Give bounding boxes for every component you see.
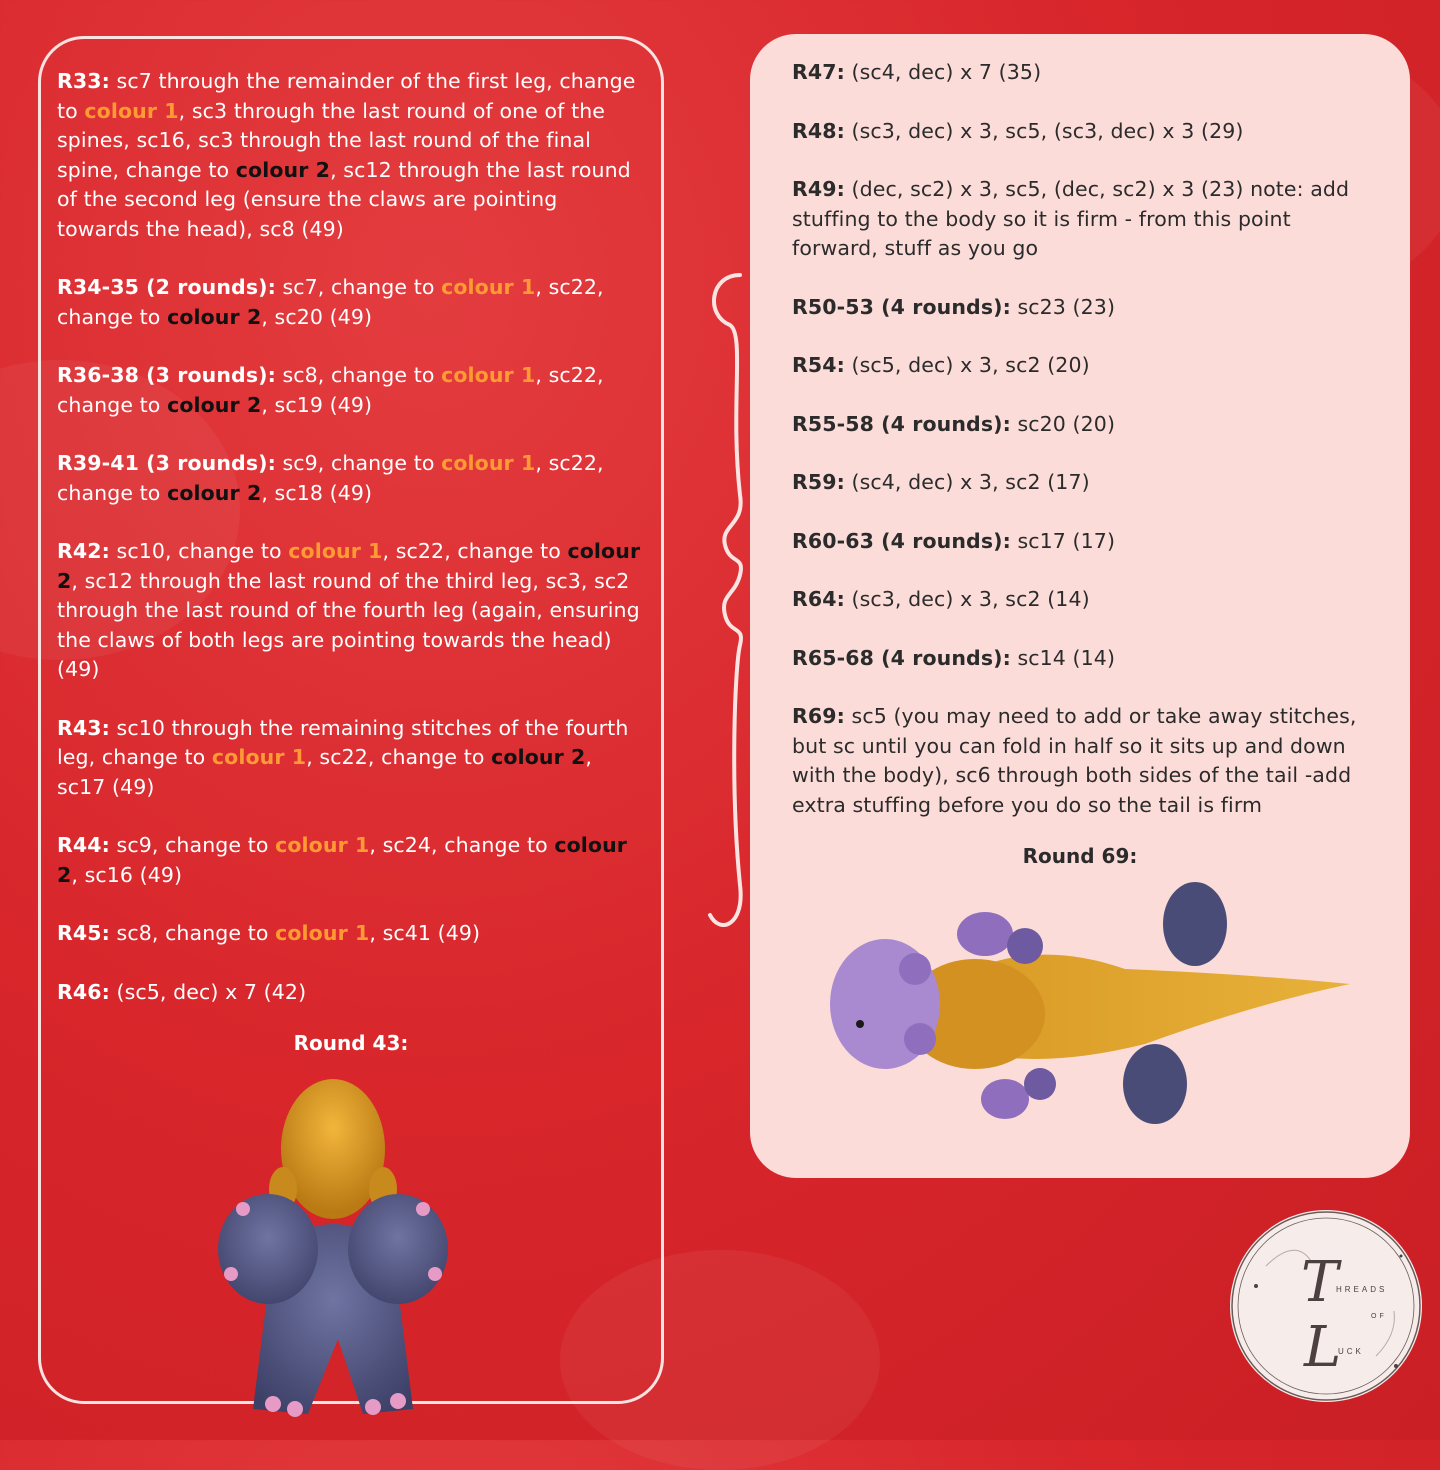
step-text: , sc22, change to — [57, 451, 604, 505]
logo-letter-l: L — [1304, 1315, 1342, 1380]
colour-1-highlight: colour 1 — [441, 363, 536, 387]
pattern-step — [57, 714, 645, 803]
decorative-swirl-divider — [700, 265, 750, 945]
round-label: R69: — [792, 704, 845, 728]
round-label: R36-38 (3 rounds): — [57, 363, 276, 387]
round-label: R42: — [57, 539, 110, 563]
pattern-step — [57, 67, 645, 244]
round-label: R60-63 (4 rounds): — [792, 528, 1011, 553]
round-label: R39-41 (3 rounds): — [57, 451, 276, 475]
step-text: , sc22, change to — [306, 745, 492, 769]
step-text: (sc3, dec) x 3, sc2 (14) — [844, 587, 1090, 611]
round-label: R44: — [57, 833, 110, 857]
round-label: R65-68 (4 rounds): — [792, 645, 1011, 670]
pattern-step — [57, 449, 645, 508]
colour-1-highlight: colour 1 — [275, 833, 370, 857]
pattern-step — [57, 919, 645, 949]
colour-2-highlight: colour 2 — [167, 392, 262, 417]
right-steps-list — [792, 58, 1380, 820]
step-text: , sc16 (49) — [71, 862, 183, 887]
step-text: , sc12 through the last round of the third leg, sc3, sc2 through the last round of the fourth leg (again, ensuring the claws of both legs are pointing towards the head) (49) — [57, 568, 640, 681]
pattern-step — [792, 58, 1380, 88]
logo-letter-t: T — [1301, 1250, 1339, 1315]
round-label: R34-35 (2 rounds): — [57, 275, 276, 299]
step-text: sc14 (14) — [1010, 645, 1116, 670]
step-text: sc9, change to — [275, 451, 442, 475]
step-text: , sc17 (49) — [57, 745, 593, 799]
step-text: (sc4, dec) x 7 (35) — [844, 60, 1042, 84]
round-43-photo-title: Round 43: — [293, 1031, 409, 1055]
step-text: (dec, sc2) x 3, sc5, (dec, sc2) x 3 (23) note: add stuffing to the body so it is firm - from this point forward, stuff as you go — [792, 177, 1350, 260]
round-label: R46: — [57, 979, 110, 1004]
colour-1-highlight: colour 1 — [441, 451, 536, 475]
pattern-step — [57, 361, 645, 420]
round-label: R49: — [792, 177, 845, 201]
pattern-step — [792, 644, 1380, 674]
step-text: , sc3 through the last round of one of the spines, sc16, sc3 through the last round of the final spine, change to — [57, 98, 606, 182]
step-text: , sc20 (49) — [261, 304, 373, 329]
pattern-step — [792, 175, 1380, 264]
right-instructions-card — [750, 34, 1410, 1178]
step-text: sc8, change to — [109, 921, 276, 945]
pattern-step — [792, 468, 1380, 498]
round-label: R55-58 (4 rounds): — [792, 411, 1011, 436]
step-text: sc5 (you may need to add or take away stitches, but sc until you can fold in half so it sits up and down with the body), sc6 through both sides of the tail -add extra stuffing before you do so the tail is firm — [792, 704, 1357, 817]
round-69-photo — [825, 874, 1355, 1134]
round-label: R54: — [792, 353, 845, 377]
pattern-step — [792, 527, 1380, 557]
colour-1-highlight: colour 1 — [441, 275, 536, 299]
step-text: sc7 through the remainder of the first leg, change to — [57, 69, 636, 123]
pattern-step — [57, 978, 645, 1008]
step-text: sc9, change to — [109, 833, 276, 857]
pattern-step — [792, 702, 1380, 820]
round-label: R48: — [792, 118, 845, 143]
round-69-photo-title: Round 69: — [1022, 844, 1138, 868]
left-instructions-card — [38, 36, 664, 1404]
step-text: (sc5, dec) x 7 (42) — [109, 979, 307, 1004]
step-text: , sc18 (49) — [261, 480, 373, 505]
step-text: , sc19 (49) — [261, 392, 373, 417]
round-label: R43: — [57, 715, 110, 740]
pattern-step — [57, 273, 645, 332]
logo-word-luck: UCK — [1338, 1347, 1364, 1356]
colour-1-highlight: colour 1 — [211, 745, 307, 769]
logo-word-threads: HREADS — [1336, 1285, 1388, 1294]
pattern-step — [792, 293, 1380, 323]
pattern-step — [792, 117, 1380, 147]
left-steps-list — [57, 67, 645, 1007]
pattern-step — [792, 410, 1380, 440]
step-text: , sc41 (49) — [369, 921, 481, 945]
step-text: , sc22, change to — [382, 539, 568, 563]
round-label: R64: — [792, 587, 845, 611]
step-text: , sc24, change to — [369, 833, 555, 857]
round-label: R33: — [57, 69, 110, 93]
step-text: (sc3, dec) x 3, sc5, (sc3, dec) x 3 (29) — [844, 118, 1244, 143]
colour-1-highlight: colour 1 — [84, 98, 179, 123]
step-text: (sc5, dec) x 3, sc2 (20) — [844, 353, 1090, 377]
step-text: sc10, change to — [109, 539, 289, 563]
step-text: sc10 through the remaining stitches of the fourth leg, change to — [57, 715, 629, 769]
round-label: R47: — [792, 60, 845, 84]
threads-of-luck-logo — [1226, 1206, 1426, 1406]
step-text: , sc22, change to — [57, 363, 604, 417]
step-text: sc7, change to — [275, 275, 442, 299]
round-label: R50-53 (4 rounds): — [792, 294, 1011, 319]
colour-2-highlight: colour 2 — [57, 833, 628, 887]
logo-word-of: OF — [1371, 1313, 1387, 1320]
step-text: (sc4, dec) x 3, sc2 (17) — [844, 470, 1090, 494]
colour-1-highlight: colour 1 — [288, 539, 383, 563]
round-label: R59: — [792, 470, 845, 494]
colour-2-highlight: colour 2 — [235, 157, 331, 182]
colour-2-highlight: colour 2 — [57, 539, 641, 593]
step-text: , sc12 through the last round of the second leg (ensure the claws are pointing towards the head), sc8 (49) — [57, 157, 631, 241]
step-text: sc20 (20) — [1010, 411, 1116, 436]
round-43-photo — [213, 1069, 453, 1419]
pattern-step — [57, 831, 645, 890]
round-label: R45: — [57, 921, 110, 945]
colour-1-highlight: colour 1 — [275, 921, 370, 945]
step-text: sc17 (17) — [1010, 528, 1116, 553]
pattern-step — [792, 585, 1380, 615]
colour-2-highlight: colour 2 — [167, 480, 262, 505]
colour-2-highlight: colour 2 — [491, 745, 586, 769]
step-text: sc8, change to — [275, 363, 442, 387]
step-text: , sc22, change to — [57, 275, 604, 329]
colour-2-highlight: colour 2 — [167, 304, 262, 329]
pattern-step — [57, 537, 645, 685]
pattern-step — [792, 351, 1380, 381]
step-text: sc23 (23) — [1010, 294, 1116, 319]
